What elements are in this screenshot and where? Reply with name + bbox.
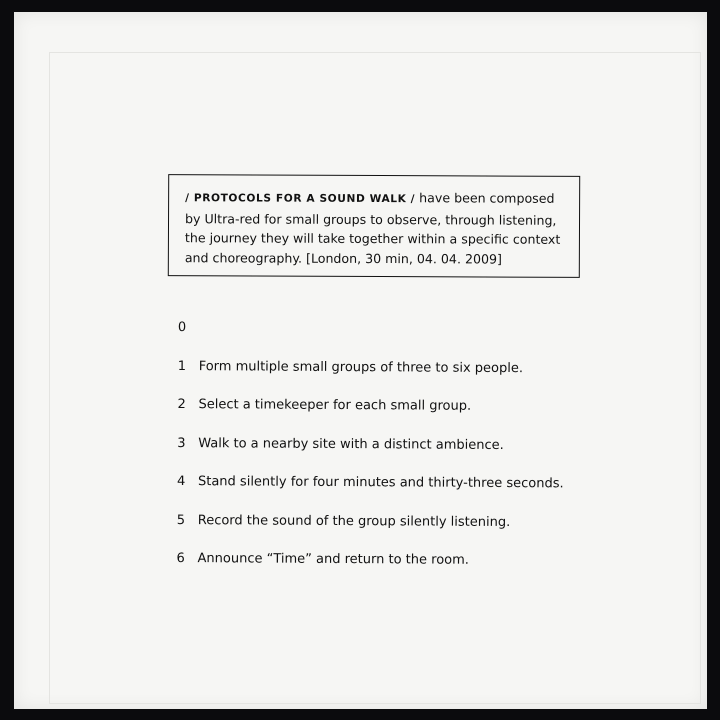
step-number: 1 [177, 358, 187, 374]
printed-sheet [14, 12, 707, 709]
step-text: Walk to a nearby site with a distinct ambience. [198, 435, 504, 453]
step-3 [177, 435, 597, 476]
step-number: 3 [177, 435, 186, 451]
step-5 [177, 512, 597, 553]
step-number: 2 [177, 396, 186, 413]
step-text: Record the sound of the group silently listening. [197, 512, 511, 530]
step-2 [177, 397, 597, 438]
step-6 [176, 551, 596, 592]
step-0 [178, 320, 598, 361]
step-number: 4 [176, 473, 186, 490]
step-text: Form multiple small groups of three to six people. [198, 358, 524, 376]
step-number: 6 [176, 550, 185, 567]
intro-title: / PROTOCOLS FOR A SOUND WALK / [185, 192, 416, 206]
protocol-steps [176, 320, 598, 592]
step-text: Announce “Time” and return to the room. [197, 551, 469, 568]
step-text: Stand silently for four minutes and thirty-three seconds. [197, 474, 564, 492]
step-1 [178, 358, 598, 399]
step-number: 0 [177, 320, 187, 336]
step-4 [177, 474, 597, 515]
step-number: 5 [176, 512, 186, 528]
step-text: Select a timekeeper for each small group. [198, 397, 472, 414]
intro-body: have been composed by Ultra-red for small groups to observe, through listening, the journey they will take together within a specific context and choreography. [London, 30 min, 04. 04. 2009] [184, 190, 561, 267]
intro-box [168, 174, 580, 278]
